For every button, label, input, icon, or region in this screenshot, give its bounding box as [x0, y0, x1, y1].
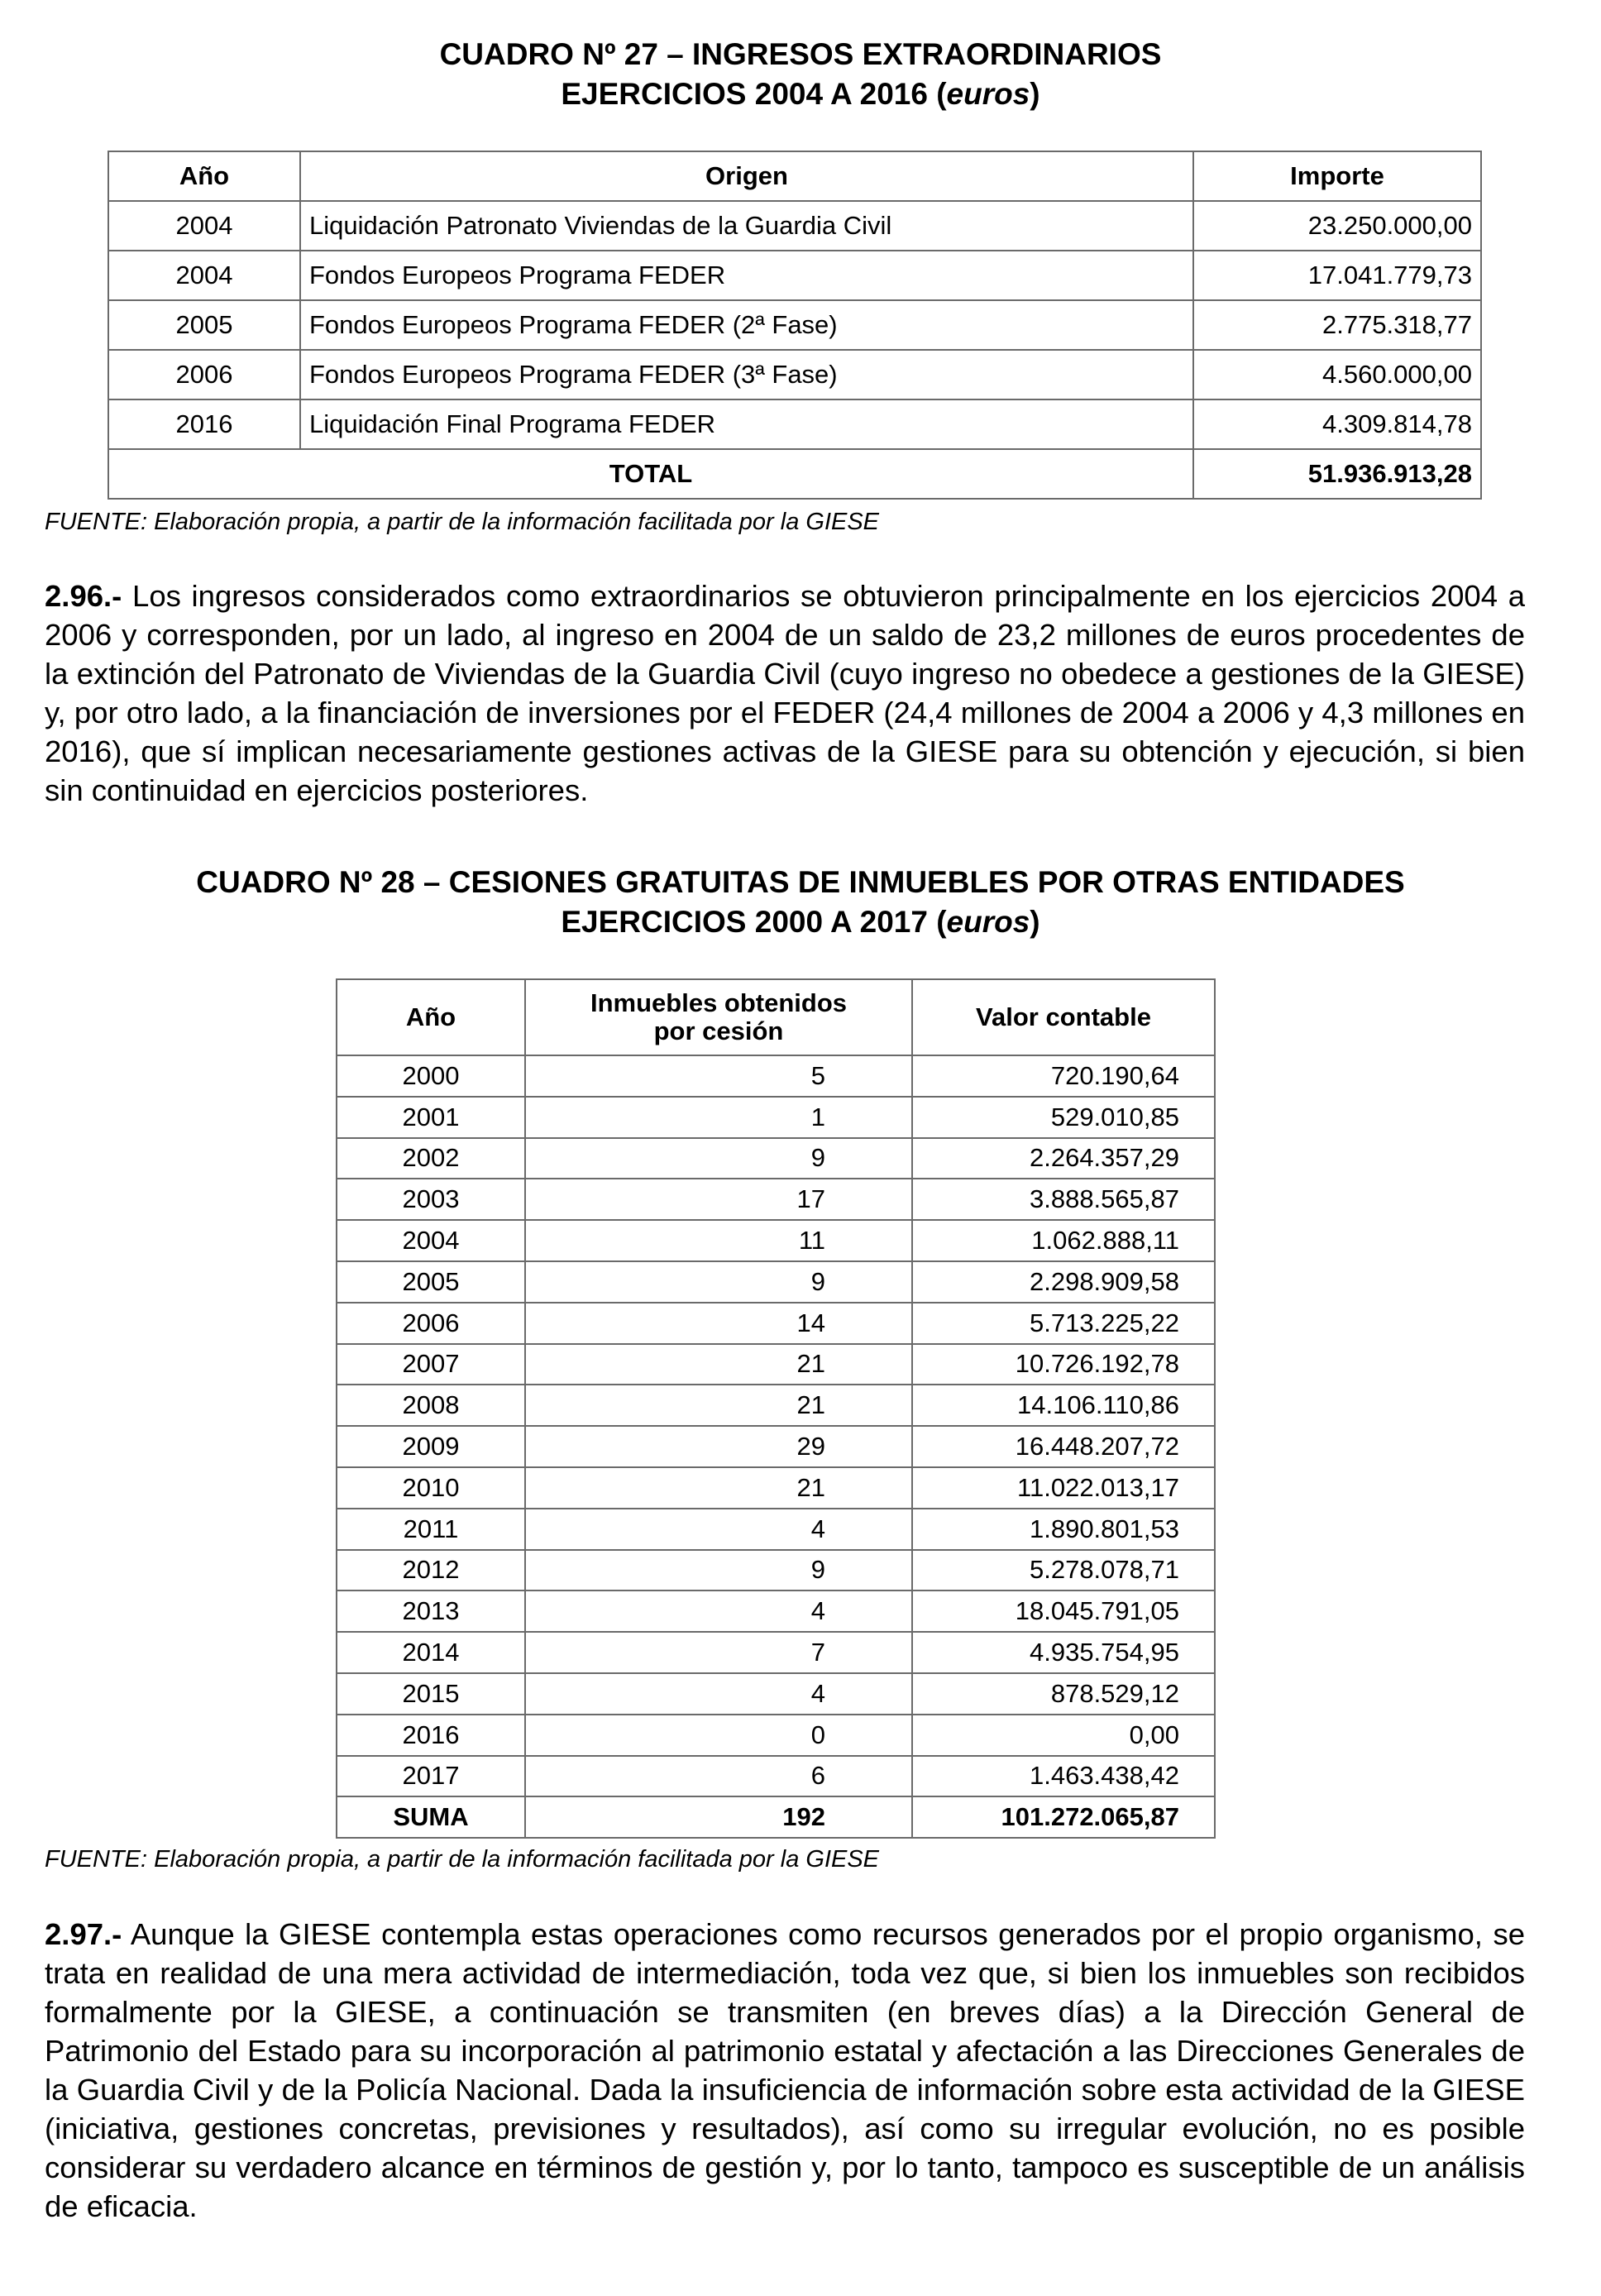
cuadro-27-title-suffix: ) — [1030, 77, 1040, 111]
cell-year: 2016 — [108, 399, 300, 449]
cell-value: 5.278.078,71 — [912, 1550, 1215, 1591]
cell-count: 4 — [525, 1673, 912, 1715]
cell-value: 720.190,64 — [912, 1055, 1215, 1097]
cell-amount: 17.041.779,73 — [1193, 251, 1481, 300]
table-row — [337, 1550, 1215, 1591]
cuadro-28-title-prefix: EJERCICIOS 2000 A 2017 ( — [561, 905, 947, 939]
cell-count: 21 — [525, 1385, 912, 1426]
cell-value: 529.010,85 — [912, 1097, 1215, 1138]
cuadro-27-title-unit: euros — [946, 77, 1030, 111]
cell-year: 2002 — [337, 1138, 525, 1179]
table-row — [337, 1632, 1215, 1673]
cell-origin: Fondos Europeos Programa FEDER — [300, 251, 1193, 300]
header-amount: Importe — [1193, 151, 1481, 201]
table-row — [337, 1673, 1215, 1715]
table-header-row — [108, 151, 1481, 201]
table-row — [337, 1220, 1215, 1261]
cell-value: 2.298.909,58 — [912, 1261, 1215, 1303]
cell-value: 1.062.888,11 — [912, 1220, 1215, 1261]
cell-year: 2006 — [337, 1303, 525, 1344]
cuadro-28-table — [336, 978, 1216, 1839]
cell-year: 2004 — [337, 1220, 525, 1261]
total-label: TOTAL — [108, 449, 1193, 499]
cell-count: 9 — [525, 1261, 912, 1303]
cell-value: 10.726.192,78 — [912, 1344, 1215, 1385]
table-row — [337, 1426, 1215, 1467]
table-row — [337, 1055, 1215, 1097]
table-row — [337, 1756, 1215, 1797]
cuadro-28-title — [0, 863, 1601, 942]
cell-amount: 4.309.814,78 — [1193, 399, 1481, 449]
cell-count: 5 — [525, 1055, 912, 1097]
cell-count: 7 — [525, 1632, 912, 1673]
cell-value: 11.022.013,17 — [912, 1467, 1215, 1509]
cell-origin: Liquidación Final Programa FEDER — [300, 399, 1193, 449]
cuadro-27-body — [108, 201, 1481, 449]
cell-count: 9 — [525, 1550, 912, 1591]
table-row — [108, 201, 1481, 251]
cell-origin: Liquidación Patronato Viviendas de la Guardia Civil — [300, 201, 1193, 251]
total-row — [108, 449, 1481, 499]
cell-value: 14.106.110,86 — [912, 1385, 1215, 1426]
table-row — [337, 1385, 1215, 1426]
cell-value: 5.713.225,22 — [912, 1303, 1215, 1344]
cuadro-27-title-line2 — [0, 74, 1601, 114]
cell-count: 4 — [525, 1509, 912, 1550]
cell-year: 2007 — [337, 1344, 525, 1385]
cell-amount: 23.250.000,00 — [1193, 201, 1481, 251]
cell-year: 2004 — [108, 201, 300, 251]
table-row — [337, 1261, 1215, 1303]
cuadro-28-title-suffix: ) — [1030, 905, 1040, 939]
table-row — [337, 1509, 1215, 1550]
paragraph-2-96 — [45, 576, 1525, 810]
header-count — [525, 979, 912, 1055]
cell-year: 2009 — [337, 1426, 525, 1467]
cell-count: 0 — [525, 1715, 912, 1756]
cell-value: 1.463.438,42 — [912, 1756, 1215, 1797]
cuadro-28-body — [337, 1055, 1215, 1796]
paragraph-text: Aunque la GIESE contempla estas operaciones como recursos generados por el propio organismo, se trata en realidad de una mera actividad de intermediación, toda vez que, si bien los inmuebles son recibidos formalmente por la GIESE, a continuación se transmiten (en breves días) a la Dirección General de Patrimonio del Estado para su incorporación al patrimonio estatal y afectación a las Direcciones Generales de la Guardia Civil y de la Policía Nacional. Dada la insuficiencia de información sobre esta actividad de la GIESE (iniciativa, gestiones concretas, previsiones y resultados), así como su irregular evolución, no es posible considerar su verdadero alcance en términos de gestión y, por lo tanto, tampoco es susceptible de un análisis de eficacia. — [45, 1917, 1525, 2223]
cell-value: 0,00 — [912, 1715, 1215, 1756]
cuadro-27-title-prefix: EJERCICIOS 2004 A 2016 ( — [561, 77, 947, 111]
sum-label: SUMA — [337, 1796, 525, 1838]
paragraph-number: 2.96.- — [45, 579, 122, 613]
cell-year: 2003 — [337, 1179, 525, 1220]
cell-value: 3.888.565,87 — [912, 1179, 1215, 1220]
table-row — [108, 350, 1481, 399]
header-value: Valor contable — [912, 979, 1215, 1055]
cell-year: 2001 — [337, 1097, 525, 1138]
cell-value: 4.935.754,95 — [912, 1632, 1215, 1673]
cell-count: 11 — [525, 1220, 912, 1261]
cuadro-27-title-line1: CUADRO Nº 27 – INGRESOS EXTRAORDINARIOS — [439, 37, 1162, 71]
table-row — [337, 1344, 1215, 1385]
cuadro-27-title — [0, 35, 1601, 114]
table-row — [337, 1590, 1215, 1632]
header-year: Año — [108, 151, 300, 201]
header-origin: Origen — [300, 151, 1193, 201]
cell-year: 2012 — [337, 1550, 525, 1591]
header-count-line2: por cesión — [653, 1016, 784, 1045]
cell-year: 2013 — [337, 1590, 525, 1632]
header-year: Año — [337, 979, 525, 1055]
cell-count: 21 — [525, 1344, 912, 1385]
table-row — [337, 1467, 1215, 1509]
paragraph-number: 2.97.- — [45, 1917, 122, 1951]
cell-origin: Fondos Europeos Programa FEDER (2ª Fase) — [300, 300, 1193, 350]
cell-year: 2014 — [337, 1632, 525, 1673]
cell-year: 2005 — [108, 300, 300, 350]
cell-value: 16.448.207,72 — [912, 1426, 1215, 1467]
header-count-line1: Inmuebles obtenidos — [590, 988, 848, 1017]
cell-year: 2016 — [337, 1715, 525, 1756]
cell-value: 1.890.801,53 — [912, 1509, 1215, 1550]
cell-count: 29 — [525, 1426, 912, 1467]
total-amount: 51.936.913,28 — [1193, 449, 1481, 499]
table-row — [337, 1138, 1215, 1179]
cell-amount: 4.560.000,00 — [1193, 350, 1481, 399]
table-header-row — [337, 979, 1215, 1055]
cell-year: 2006 — [108, 350, 300, 399]
cell-year: 2000 — [337, 1055, 525, 1097]
cuadro-28-source: FUENTE: Elaboración propia, a partir de la información facilitada por la GIESE — [45, 1846, 880, 1873]
cell-year: 2010 — [337, 1467, 525, 1509]
cuadro-28-title-line1: CUADRO Nº 28 – CESIONES GRATUITAS DE INMUEBLES POR OTRAS ENTIDADES — [196, 865, 1405, 899]
cell-count: 17 — [525, 1179, 912, 1220]
cuadro-28-title-line2 — [0, 902, 1601, 942]
table-row — [108, 399, 1481, 449]
cuadro-27-source: FUENTE: Elaboración propia, a partir de la información facilitada por la GIESE — [45, 509, 880, 535]
cell-year: 2005 — [337, 1261, 525, 1303]
cell-value: 2.264.357,29 — [912, 1138, 1215, 1179]
sum-count: 192 — [525, 1796, 912, 1838]
cuadro-28-title-unit: euros — [946, 905, 1030, 939]
paragraph-2-97 — [45, 1915, 1525, 2226]
cell-count: 9 — [525, 1138, 912, 1179]
cell-count: 21 — [525, 1467, 912, 1509]
cell-count: 14 — [525, 1303, 912, 1344]
cell-count: 6 — [525, 1756, 912, 1797]
table-row — [337, 1097, 1215, 1138]
cuadro-27-table — [108, 151, 1482, 500]
cell-origin: Fondos Europeos Programa FEDER (3ª Fase) — [300, 350, 1193, 399]
cell-count: 1 — [525, 1097, 912, 1138]
table-row — [108, 251, 1481, 300]
cell-year: 2004 — [108, 251, 300, 300]
cell-year: 2011 — [337, 1509, 525, 1550]
cell-count: 4 — [525, 1590, 912, 1632]
table-row — [337, 1179, 1215, 1220]
cell-amount: 2.775.318,77 — [1193, 300, 1481, 350]
table-row — [337, 1715, 1215, 1756]
cell-year: 2017 — [337, 1756, 525, 1797]
cell-value: 18.045.791,05 — [912, 1590, 1215, 1632]
table-row — [108, 300, 1481, 350]
sum-row — [337, 1796, 1215, 1838]
sum-value: 101.272.065,87 — [912, 1796, 1215, 1838]
cell-year: 2008 — [337, 1385, 525, 1426]
cell-value: 878.529,12 — [912, 1673, 1215, 1715]
paragraph-text: Los ingresos considerados como extraordinarios se obtuvieron principalmente en los ejercicios 2004 a 2006 y corresponden, por un lado, al ingreso en 2004 de un saldo de 23,2 millones de euros procedentes de la extinción del Patronato de Viviendas de la Guardia Civil (cuyo ingreso no obedece a gestiones de la GIESE) y, por otro lado, a la financiación de inversiones por el FEDER (24,4 millones de 2004 a 2006 y 4,3 millones en 2016), que sí implican necesariamente gestiones activas de la GIESE para su obtención y ejecución, si bien sin continuidad en ejercicios posteriores. — [45, 579, 1525, 807]
cell-year: 2015 — [337, 1673, 525, 1715]
table-row — [337, 1303, 1215, 1344]
